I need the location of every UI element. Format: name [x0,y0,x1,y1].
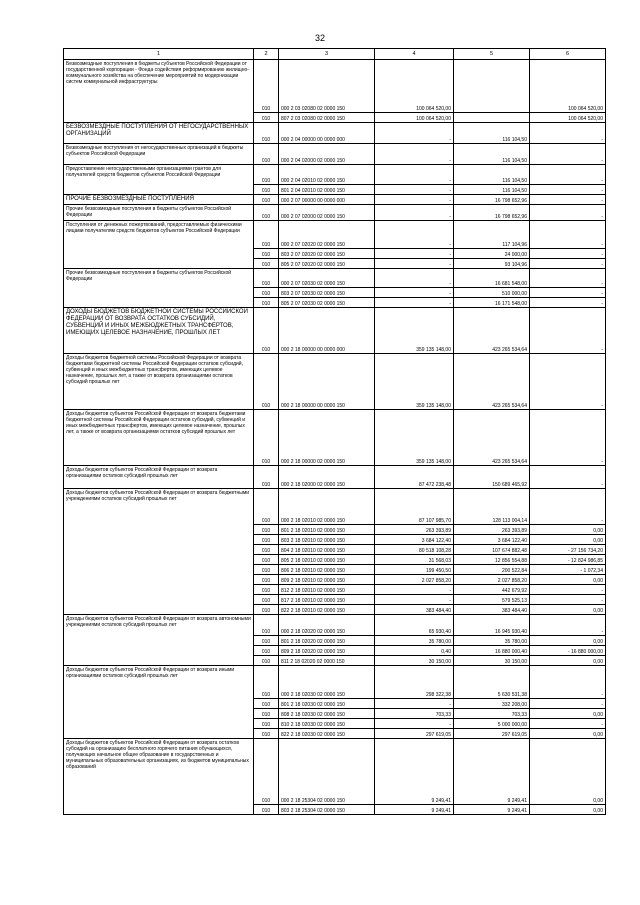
approved-value: 3 684 122,40 [375,535,454,545]
line-code: 010 [254,525,279,535]
column-header: 3 [279,49,375,60]
approved-value: - [375,144,454,165]
budget-classification-code: 801 2 18 02030 02 0000 150 [279,699,375,709]
unexecuted-value: - 12 824 986,85 [530,555,606,565]
executed-value: 117 104,96 [454,221,530,249]
table-row [64,195,606,205]
line-code: 010 [254,545,279,555]
approved-value: - [375,185,454,195]
executed-value [454,113,530,123]
budget-classification-code: 000 2 04 02010 02 0000 150 [279,165,375,185]
budget-classification-code: 000 2 18 25304 02 0000 150 [279,739,375,805]
unexecuted-value: - [530,308,606,354]
indicator-name: Прочие безвозмездные поступления в бюджеты субъектов Российской Федерации [64,205,254,221]
unexecuted-value: - 27 156 734,20 [530,545,606,555]
table-row [64,466,606,489]
line-code: 010 [254,719,279,729]
executed-value: 5 630 531,38 [454,666,530,699]
budget-classification-code: 000 2 03 02080 02 0000 150 [279,60,375,113]
executed-value: 16 798 652,96 [454,205,530,221]
budget-classification-code: 822 2 18 02030 02 0000 150 [279,729,375,739]
approved-value: 9 249,41 [375,739,454,805]
indicator-name: Доходы бюджетов субъектов Российской Федерации от возврата автономными учреждениями остатков субсидий прошлых лет [64,615,254,666]
unexecuted-value: - [530,221,606,249]
unexecuted-value: 0,00 [530,805,606,815]
line-code: 010 [254,144,279,165]
unexecuted-value: 0,00 [530,575,606,585]
unexecuted-value: 100 064 520,00 [530,60,606,113]
unexecuted-value: - [530,185,606,195]
approved-value: 263 393,89 [375,525,454,535]
unexecuted-value: - [530,249,606,259]
approved-value: - [375,165,454,185]
budget-classification-code: 803 2 07 02020 02 0000 150 [279,249,375,259]
approved-value: 383 484,40 [375,605,454,615]
line-code: 010 [254,259,279,269]
approved-value: 100 064 520,00 [375,113,454,123]
budget-classification-code: 000 2 04 02000 02 0000 150 [279,144,375,165]
budget-classification-code: 805 2 07 02020 02 0000 150 [279,259,375,269]
executed-value: 332 208,00 [454,699,530,709]
table-row [64,269,606,288]
line-code: 010 [254,535,279,545]
approved-value: - [375,595,454,605]
unexecuted-value: - [530,595,606,605]
budget-classification-code: 000 2 18 02030 02 0000 150 [279,666,375,699]
unexecuted-value: 0,00 [530,729,606,739]
indicator-name: Доходы бюджетов субъектов Российской Федерации от возврата бюджетными учреждениями остатков субсидий прошлых лет [64,489,254,615]
executed-value: 703,33 [454,709,530,719]
budget-classification-code: 810 2 18 02030 02 0000 150 [279,719,375,729]
unexecuted-value: - [530,466,606,489]
indicator-name: Доходы бюджетов субъектов Российской Федерации от возврата бюджетами бюджетной системы Российской Федерации остатков субсидий, субвенций и иных межбюджетных трансфертов, имеющих целевое назначение, прошлых лет, а также от возврата организациями остатков субсидий прошлых лет [64,410,254,466]
indicator-name: Предоставление негосударственными организациями грантов для получателей средств бюджетов субъектов Российской Федерации [64,165,254,195]
line-code: 010 [254,466,279,489]
indicator-name: ДОХОДЫ БЮДЖЕТОВ БЮДЖЕТНОЙ СИСТЕМЫ РОССИЙСКОЙ ФЕДЕРАЦИИ ОТ ВОЗВРАТА ОСТАТКОВ СУБСИДИЙ, СУБВЕНЦИЙ И ИНЫХ МЕЖБЮДЖЕТНЫХ ТРАНСФЕРТОВ, ИМЕЮЩИХ ЦЕЛЕВОЕ НАЗНАЧЕНИЕ, ПРОШЛЫХ ЛЕТ [64,308,254,354]
unexecuted-value: 0,00 [530,739,606,805]
line-code: 010 [254,354,279,410]
line-code: 010 [254,585,279,595]
line-code: 010 [254,636,279,646]
executed-value: 9 249,41 [454,739,530,805]
budget-classification-code: 822 2 18 02010 02 0000 150 [279,605,375,615]
budget-classification-code: 000 2 07 00000 00 0000 000 [279,195,375,205]
line-code: 010 [254,805,279,815]
approved-value: - [375,298,454,308]
unexecuted-value: - [530,288,606,298]
approved-value: 100 064 520,00 [375,60,454,113]
indicator-name: БЕЗВОЗМЕЗДНЫЕ ПОСТУПЛЕНИЯ ОТ НЕГОСУДАРСТВЕННЫХ ОРГАНИЗАЦИЙ [64,123,254,144]
table-row [64,666,606,699]
budget-classification-code: 812 2 18 02010 02 0000 150 [279,585,375,595]
budget-classification-code: 000 2 18 00000 00 0000 000 [279,308,375,354]
approved-value: - [375,288,454,298]
line-code: 010 [254,489,279,525]
indicator-name: Доходы бюджетов субъектов Российской Федерации от возврата остатков субсидий на организацию бесплатного горячего питания обучающихся, получающих начальное общее образование в государственных и муниципальных образовательных организациях, из бюджетов муниципальных образований [64,739,254,815]
line-code: 010 [254,646,279,656]
executed-value: 9 249,41 [454,805,530,815]
approved-value: - [375,205,454,221]
budget-classification-code: 803 2 18 02010 02 0000 150 [279,535,375,545]
page-number: 32 [314,33,325,43]
table-row [64,221,606,249]
approved-value: - [375,269,454,288]
line-code: 010 [254,656,279,666]
line-code: 010 [254,709,279,719]
indicator-name: Доходы бюджетов субъектов Российской Федерации от возврата организациями остатков субсидий прошлых лет [64,466,254,489]
unexecuted-value: 0,00 [530,535,606,545]
approved-value: - [375,123,454,144]
line-code: 010 [254,113,279,123]
approved-value: 359 135 148,00 [375,354,454,410]
executed-value: 16 171 548,00 [454,298,530,308]
table-row [64,615,606,636]
budget-classification-code: 804 2 18 02010 02 0000 150 [279,545,375,555]
budget-classification-code: 000 2 04 00000 00 0000 000 [279,123,375,144]
line-code: 010 [254,249,279,259]
line-code: 010 [254,575,279,585]
approved-value: 9 249,41 [375,805,454,815]
executed-value: 297 619,05 [454,729,530,739]
executed-value: 2 027 858,20 [454,575,530,585]
approved-value: - [375,585,454,595]
executed-value: 12 856 554,88 [454,555,530,565]
executed-value: 116 104,50 [454,185,530,195]
line-code: 010 [254,308,279,354]
unexecuted-value: - [530,719,606,729]
line-code: 010 [254,615,279,636]
unexecuted-value: - [530,298,606,308]
executed-value: 383 484,40 [454,605,530,615]
approved-value: - [375,259,454,269]
budget-classification-code: 808 2 18 02030 02 0000 150 [279,709,375,719]
budget-classification-code: 000 2 07 02000 02 0000 150 [279,205,375,221]
approved-value: 35 780,00 [375,636,454,646]
budget-classification-code: 000 2 18 02020 02 0000 150 [279,615,375,636]
table-row [64,308,606,354]
approved-value: 359 135 148,00 [375,410,454,466]
executed-value: 579 525,13 [454,595,530,605]
indicator-name: Безвозмездные поступления от негосударственных организаций в бюджеты субъектов Российской Федерации [64,144,254,165]
executed-value: 128 113 004,14 [454,489,530,525]
budget-classification-code: 000 2 18 02010 02 0000 150 [279,489,375,525]
indicator-name: Доходы бюджетов субъектов Российской Федерации от возврата иными организациями остатков субсидий прошлых лет [64,666,254,739]
approved-value: 0,40 [375,646,454,656]
line-code: 010 [254,555,279,565]
approved-value: 87 472 238,48 [375,466,454,489]
approved-value: - [375,221,454,249]
approved-value: 2 027 858,20 [375,575,454,585]
unexecuted-value: - [530,144,606,165]
budget-classification-code: 803 2 07 02030 02 0000 150 [279,288,375,298]
indicator-name: Доходы бюджетов бюджетной системы Российской Федерации от возврата бюджетами бюджетной системы Российской Федерации остатков субсидий, субвенций и иных межбюджетных трансфертов, имеющих целевое назначение, прошлых лет, а также от возврата организациями остатков субсидий прошлых лет [64,354,254,410]
unexecuted-value: - 1 072,34 [530,565,606,575]
executed-value: 116 104,50 [454,165,530,185]
executed-value: 263 393,89 [454,525,530,535]
unexecuted-value: 0,00 [530,525,606,535]
unexecuted-value: 0,00 [530,636,606,646]
approved-value: 297 619,05 [375,729,454,739]
line-code: 010 [254,269,279,288]
approved-value: 359 135 148,00 [375,308,454,354]
column-header: 4 [375,49,454,60]
executed-value [454,60,530,113]
line-code: 010 [254,605,279,615]
unexecuted-value: 0,00 [530,709,606,719]
executed-value: 3 684 122,40 [454,535,530,545]
unexecuted-value: - [530,489,606,525]
approved-value: 298 322,38 [375,666,454,699]
unexecuted-value: 0,00 [530,605,606,615]
executed-value: 442 679,92 [454,585,530,595]
indicator-name: Поступления от денежных пожертвований, предоставляемых физическими лицами получателям средств бюджетов субъектов Российской Федерации [64,221,254,269]
line-code: 010 [254,739,279,805]
budget-classification-code: 809 2 18 02010 02 0000 150 [279,575,375,585]
unexecuted-value: - [530,410,606,466]
budget-classification-code: 801 2 18 02010 02 0000 150 [279,525,375,535]
line-code: 010 [254,699,279,709]
budget-classification-code: 805 2 18 02010 02 0000 150 [279,555,375,565]
executed-value: 116 104,50 [454,144,530,165]
column-header: 5 [454,49,530,60]
executed-value: 16 798 652,96 [454,195,530,205]
executed-value: 423 265 534,64 [454,410,530,466]
executed-value: 16 945 930,40 [454,615,530,636]
table-row [64,60,606,113]
indicator-name: Безвозмездные поступления в бюджеты субъектов Российской Федерации от государственной корпорации - Фонда содействия реформированию жилищно-коммунального хозяйства на обеспечение мероприятий по модернизации систем коммунальной инфраструктуры [64,60,254,123]
executed-value: 16 681 548,00 [454,269,530,288]
executed-value: 510 000,00 [454,288,530,298]
budget-classification-code: 803 2 18 25304 02 0000 150 [279,805,375,815]
budget-classification-code: 801 2 18 02020 02 0000 150 [279,636,375,646]
indicator-name: ПРОЧИЕ БЕЗВОЗМЕЗДНЫЕ ПОСТУПЛЕНИЯ [64,195,254,205]
approved-value: 30 150,00 [375,656,454,666]
indicator-name: Прочие безвозмездные поступления в бюджеты субъектов Российской Федерации [64,269,254,308]
line-code: 010 [254,288,279,298]
approved-value: 31 568,03 [375,555,454,565]
table-row [64,205,606,221]
executed-value: 107 674 882,48 [454,545,530,555]
approved-value: 703,33 [375,709,454,719]
executed-value: 30 150,00 [454,656,530,666]
budget-classification-code: 000 2 07 02020 02 0000 150 [279,221,375,249]
column-header: 1 [64,49,254,60]
table-row [64,739,606,805]
executed-value: 423 265 534,64 [454,308,530,354]
budget-classification-code: 807 2 03 02080 02 0000 150 [279,113,375,123]
approved-value: - [375,195,454,205]
executed-value: 423 265 534,64 [454,354,530,410]
approved-value: - [375,699,454,709]
line-code: 010 [254,410,279,466]
column-header: 6 [530,49,606,60]
unexecuted-value: - [530,615,606,636]
unexecuted-value: - [530,269,606,288]
line-code: 010 [254,729,279,739]
line-code: 010 [254,185,279,195]
line-code: 010 [254,195,279,205]
revenue-table [63,48,606,815]
executed-value: 150 689 465,92 [454,466,530,489]
approved-value: 65 930,40 [375,615,454,636]
column-header-row [64,49,606,60]
line-code: 010 [254,298,279,308]
executed-value: 35 780,00 [454,636,530,646]
unexecuted-value: - [530,354,606,410]
column-header: 2 [254,49,279,60]
budget-classification-code: 000 2 18 00000 00 0000 150 [279,354,375,410]
executed-value: 5 000 000,00 [454,719,530,729]
line-code: 010 [254,595,279,605]
table-row [64,165,606,185]
unexecuted-value: - [530,165,606,185]
unexecuted-value: - [530,699,606,709]
budget-classification-code: 805 2 07 02030 02 0000 150 [279,298,375,308]
budget-classification-code: 000 2 18 02000 02 0000 150 [279,466,375,489]
line-code: 010 [254,666,279,699]
unexecuted-value: - 16 880 000,00 [530,646,606,656]
unexecuted-value: - [530,666,606,699]
unexecuted-value: - [530,205,606,221]
executed-value: 116 104,50 [454,123,530,144]
budget-classification-code: 809 2 18 02020 02 0000 150 [279,646,375,656]
line-code: 010 [254,221,279,249]
table-row [64,354,606,410]
approved-value: 199 450,50 [375,565,454,575]
executed-value: 93 104,96 [454,259,530,269]
budget-classification-code: 806 2 18 02010 02 0000 150 [279,565,375,575]
table-row [64,410,606,466]
approved-value: - [375,249,454,259]
table-row [64,489,606,525]
line-code: 010 [254,205,279,221]
table-row [64,144,606,165]
budget-classification-code: 000 2 07 02030 02 0000 150 [279,269,375,288]
unexecuted-value: 100 064 520,00 [530,113,606,123]
line-code: 010 [254,165,279,185]
line-code: 010 [254,123,279,144]
approved-value: 80 518 108,28 [375,545,454,555]
budget-classification-code: 801 2 04 02010 02 0000 150 [279,185,375,195]
budget-classification-code: 811 2 18 02020 02 0000 150 [279,656,375,666]
executed-value: 200 522,84 [454,565,530,575]
unexecuted-value: - [530,259,606,269]
unexecuted-value: - [530,585,606,595]
unexecuted-value: - [530,195,606,205]
line-code: 010 [254,565,279,575]
line-code: 010 [254,60,279,113]
executed-value: 16 880 000,40 [454,646,530,656]
budget-classification-code: 817 2 18 02010 02 0000 150 [279,595,375,605]
unexecuted-value: 0,00 [530,656,606,666]
approved-value: - [375,719,454,729]
table-row [64,123,606,144]
approved-value: 87 107 985,70 [375,489,454,525]
budget-classification-code: 000 2 18 00000 02 0000 150 [279,410,375,466]
executed-value: 24 000,00 [454,249,530,259]
unexecuted-value: - [530,123,606,144]
